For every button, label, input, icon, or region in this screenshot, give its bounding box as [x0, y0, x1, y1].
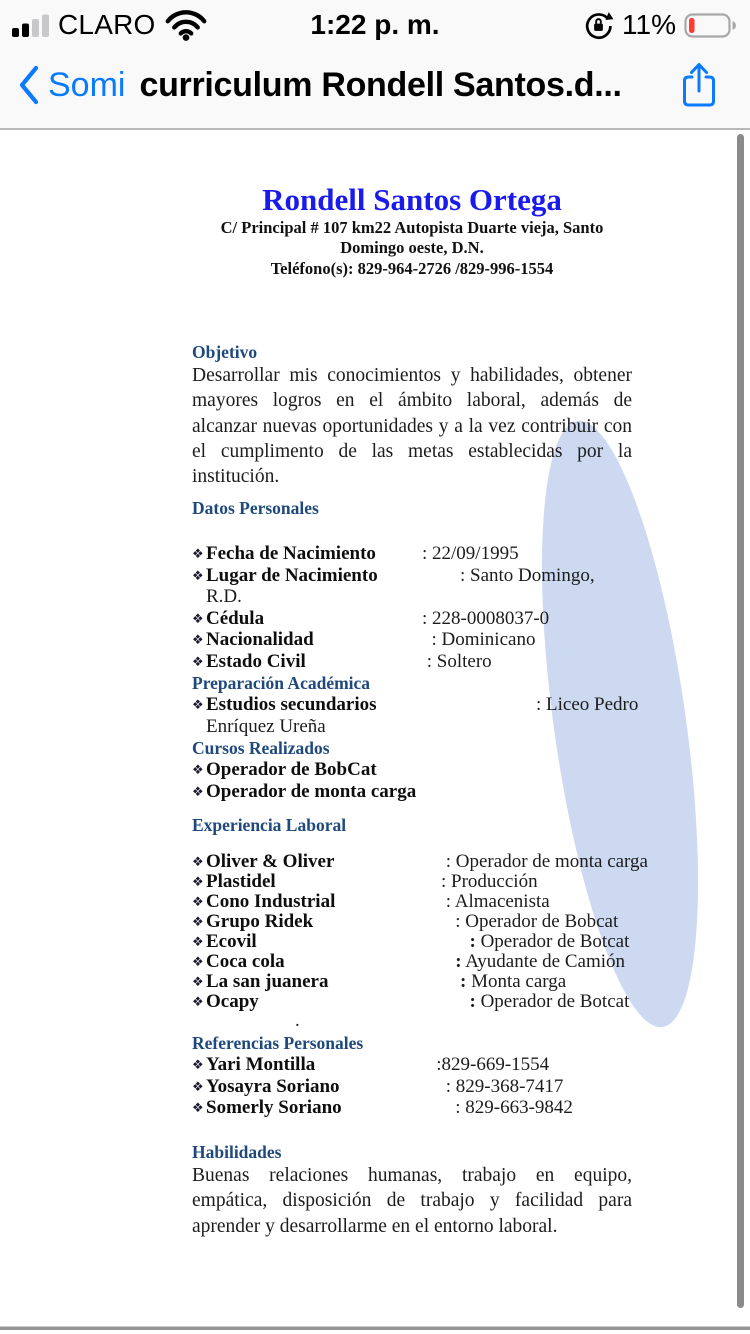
diamond-bullet-icon: ❖ — [192, 1057, 204, 1073]
item-value: : Liceo Pedro — [422, 694, 639, 716]
back-button-label: Somi — [48, 65, 126, 104]
cv-section-habilidades — [192, 1141, 632, 1239]
section-text-objetivo: Desarrollar mis conocimientos y habilidades, obtener mayores logros en el ámbito laboral, además de alcanzar nuevas oportunidades y a la vez contribuir con el cumplimento de las metas establecidas por la institución. — [192, 365, 632, 488]
item-label: Fecha de Nacimiento — [206, 543, 376, 565]
diamond-bullet-icon: ❖ — [192, 697, 204, 713]
diamond-bullet-icon: ❖ — [192, 854, 204, 870]
item-label: Yari Montilla — [206, 1054, 316, 1076]
cv-list-item — [192, 872, 632, 892]
item-label: Ocapy — [206, 991, 259, 1013]
status-bar — [0, 0, 750, 42]
item-continuation: R.D. — [206, 586, 242, 608]
section-text-habilidades: Buenas relaciones humanas, trabajo en equipo, empática, disposición de trabajo y facilidad para aprender y desarrollarme en el entorno laboral. — [192, 1164, 632, 1237]
carrier-label: CLARO — [58, 9, 156, 40]
document-preview[interactable] — [0, 130, 750, 1330]
cv-content — [0, 130, 750, 1239]
item-value: :829-669-1554 — [422, 1054, 550, 1076]
item-label: Estudios secundarios — [206, 694, 377, 716]
diamond-bullet-icon: ❖ — [192, 914, 204, 930]
chevron-left-icon — [16, 64, 42, 106]
cv-list-item — [192, 759, 632, 781]
battery-icon — [684, 13, 736, 38]
diamond-bullet-icon: ❖ — [192, 954, 204, 970]
cv-section-dot: . — [295, 1010, 300, 1032]
section-heading-objetivo: Objetivo — [192, 342, 258, 362]
cv-section-referencias — [192, 1032, 632, 1119]
item-value: : Santo Domingo, — [422, 564, 595, 586]
diamond-bullet-icon: ❖ — [192, 783, 204, 799]
item-label: Coca cola — [206, 951, 285, 973]
cv-address-line1: C/ Principal # 107 km22 Autopista Duarte vieja, Santo — [220, 218, 604, 237]
cv-list-item — [192, 1054, 632, 1076]
item-label: Cono Industrial — [206, 891, 336, 913]
diamond-bullet-icon: ❖ — [192, 874, 204, 890]
cv-list-item — [192, 972, 632, 992]
cv-header — [192, 130, 632, 279]
item-label: Lugar de Nacimiento — [206, 564, 378, 586]
back-button[interactable] — [16, 64, 125, 106]
cv-list-item — [192, 952, 632, 972]
page-bottom-edge — [0, 1326, 750, 1330]
share-icon — [678, 60, 720, 110]
diamond-bullet-icon: ❖ — [192, 894, 204, 910]
item-label: Plastidel — [206, 871, 276, 893]
item-label: Yosayra Soriano — [206, 1075, 340, 1097]
cv-section-objetivo — [192, 341, 632, 489]
battery-percent-label: 11% — [622, 9, 676, 40]
rotation-lock-icon — [583, 10, 614, 41]
item-value: : Almacenista — [422, 891, 550, 913]
item-value: : Dominicano — [422, 629, 536, 651]
diamond-bullet-icon: ❖ — [192, 762, 204, 778]
diamond-bullet-icon: ❖ — [192, 1078, 204, 1094]
cv-list-item — [192, 912, 632, 932]
cv-list-item — [192, 543, 632, 565]
section-heading-referencias: Referencias Personales — [192, 1033, 364, 1054]
diamond-bullet-icon: ❖ — [192, 934, 204, 950]
item-value: : 228-0008037-0 — [422, 607, 550, 629]
status-time: 1:22 p. m. — [310, 9, 440, 40]
diamond-bullet-icon: ❖ — [192, 546, 204, 562]
cv-section-datos — [192, 497, 632, 672]
document-title: curriculum Rondell Santos.d... — [139, 65, 622, 104]
cv-list-item — [192, 992, 632, 1012]
item-value: : Operador de Botcat — [469, 931, 630, 953]
item-label: Cédula — [206, 607, 265, 629]
item-continuation: Enríquez Ureña — [206, 715, 326, 737]
cv-name: Rondell Santos Ortega — [262, 182, 562, 217]
item-label: Operador de monta carga — [206, 780, 417, 802]
cv-address-line2: Domingo oeste, D.N. — [340, 238, 484, 257]
item-label: Grupo Ridek — [206, 911, 314, 933]
item-label: Estado Civil — [206, 650, 306, 672]
cv-list-item — [192, 1076, 632, 1098]
share-button[interactable] — [678, 60, 720, 110]
cv-list-item — [192, 565, 632, 587]
section-heading-preparacion: Preparación Académica — [192, 673, 371, 694]
item-value: : Operador de monta carga — [422, 851, 648, 873]
item-value: : Producción — [422, 871, 538, 893]
cv-list-item — [192, 932, 632, 952]
item-value: : Operador de Botcat — [469, 991, 630, 1013]
cv-list-item — [192, 629, 632, 651]
cv-list-item — [192, 608, 632, 630]
diamond-bullet-icon: ❖ — [192, 567, 204, 583]
scrollbar-thumb[interactable] — [737, 134, 744, 1308]
cv-body — [192, 341, 648, 1239]
item-value: : Operador de Bobcat — [422, 911, 619, 933]
section-heading-cursos: Cursos Realizados — [192, 738, 330, 759]
item-value: : 829-368-7417 — [422, 1075, 564, 1097]
cv-list-item — [192, 1097, 632, 1119]
cv-phone-line: Teléfono(s): 829-964-2726 /829-996-1554 — [270, 259, 554, 278]
cv-list-item — [192, 892, 632, 912]
diamond-bullet-icon: ❖ — [192, 653, 204, 669]
section-heading-experiencia: Experiencia Laboral — [192, 815, 347, 836]
diamond-bullet-icon: ❖ — [192, 974, 204, 990]
item-label: Operador de BobCat — [206, 759, 377, 781]
nav-bar — [0, 42, 750, 130]
item-label: Nacionalidad — [206, 629, 314, 651]
item-value: : Ayudante de Camión — [455, 951, 625, 973]
cv-list-item — [192, 851, 648, 873]
section-heading-datos: Datos Personales — [192, 498, 319, 519]
diamond-bullet-icon: ❖ — [192, 1100, 204, 1116]
diamond-bullet-icon: ❖ — [192, 632, 204, 648]
item-label: Oliver & Oliver — [206, 851, 335, 873]
item-value: : Soltero — [422, 650, 492, 672]
cv-section-preparacion — [192, 672, 639, 737]
item-value: : 22/09/1995 — [422, 543, 519, 565]
item-label: Ecovil — [206, 931, 257, 953]
diamond-bullet-icon: ❖ — [192, 994, 204, 1010]
section-heading-habilidades: Habilidades — [192, 1141, 282, 1162]
item-value: : Monta carga — [460, 971, 567, 993]
cv-list-item — [192, 694, 639, 716]
item-label: La san juanera — [206, 971, 329, 993]
cv-list-item — [192, 651, 632, 673]
cv-section-cursos — [192, 737, 632, 802]
cv-list-item — [192, 781, 632, 803]
diamond-bullet-icon: ❖ — [192, 610, 204, 626]
item-value: : 829-663-9842 — [422, 1097, 573, 1119]
cv-section-experiencia — [192, 814, 648, 1013]
item-label: Somerly Soriano — [206, 1097, 342, 1119]
